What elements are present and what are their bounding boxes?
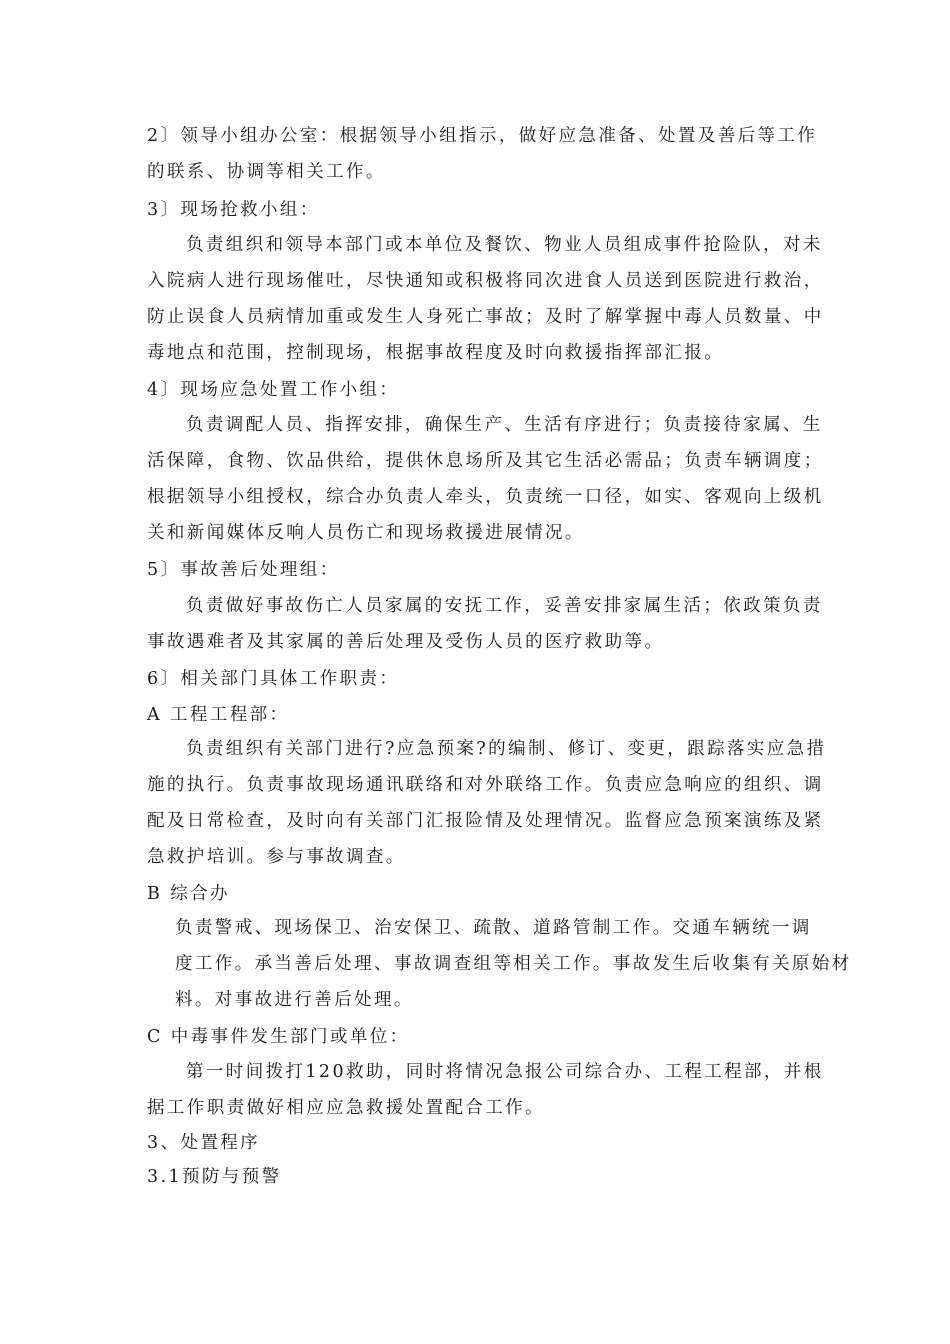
text-line: 事故遇难者及其家属的善后处理及受伤人员的医疗救助等。 (147, 632, 665, 652)
section-heading: 6〕相关部门具体工作职责： (147, 669, 400, 689)
text-line: 活保障，食物、饮品供给，提供休息场所及其它生活必需品；负责车辆调度； (147, 451, 824, 471)
text-line: 防止误食人员病情加重或发生人身死亡事故；及时了解掌握中毒人员数量、中 (147, 307, 824, 327)
subsection-heading: C 中毒事件发生部门或单位： (147, 1027, 410, 1047)
section-heading: 4〕现场应急处置工作小组： (147, 380, 400, 400)
text-line: 毒地点和范围，控制现场，根据事故程度及时向救援指挥部汇报。 (147, 343, 725, 363)
text-line: 负责组织和领导本部门或本单位及餐饮、物业人员组成事件抢险队，对未 (186, 235, 823, 255)
text-line: 急救护培训。参与事故调查。 (147, 847, 406, 867)
text-line: 负责警戒、现场保卫、治安保卫、疏散、道路管制工作。交通车辆统一调 (175, 918, 812, 938)
text-line: 关和新闻媒体反响人员伤亡和现场救援进展情况。 (147, 523, 585, 543)
text-line: 度工作。承当善后处理、事故调查组等相关工作。事故发生后收集有关原始材 (175, 954, 852, 974)
text-line: 配及日常检查，及时向有关部门汇报险情及处理情况。监督应急预案演练及紧 (147, 811, 824, 831)
text-line: 据工作职责做好相应应急救援处置配合工作。 (147, 1098, 545, 1118)
text-line: 第一时间拨打120救助，同时将情况急报公司综合办、工程工程部，并根 (186, 1062, 824, 1082)
text-line: 2〕领导小组办公室：根据领导小组指示，做好应急准备、处置及善后等工作 (147, 126, 818, 146)
text-line: 负责组织有关部门进行?应急预案?的编制、修订、变更，跟踪落实应急措 (186, 739, 827, 759)
text-line: 负责调配人员、指挥安排，确保生产、生活有序进行；负责接待家属、生 (186, 415, 823, 435)
section-heading: 5〕事故善后处理组： (147, 560, 340, 580)
text-line: 根据领导小组授权，综合办负责人牵头，负责统一口径，如实、客观向上级机 (147, 487, 824, 507)
text-line: 入院病人进行现场催吐，尽快通知或积极将同次进食人员送到医院进行救治， (147, 271, 824, 291)
text-line: 负责做好事故伤亡人员家属的安抚工作，妥善安排家属生活；依政策负责 (186, 596, 823, 616)
subsection-heading: B 综合办 (147, 884, 230, 904)
text-line: 料。对事故进行善后处理。 (175, 990, 414, 1010)
section-heading: 3.1预防与预警 (147, 1167, 282, 1187)
subsection-heading: A 工程工程部： (147, 705, 290, 725)
text-line: 施的执行。负责事故现场通讯联络和对外联络工作。负责应急响应的组织、调 (147, 775, 824, 795)
section-heading: 3〕现场抢救小组： (147, 200, 320, 220)
section-heading: 3、处置程序 (147, 1133, 261, 1153)
text-line: 的联系、协调等相关工作。 (147, 162, 386, 182)
